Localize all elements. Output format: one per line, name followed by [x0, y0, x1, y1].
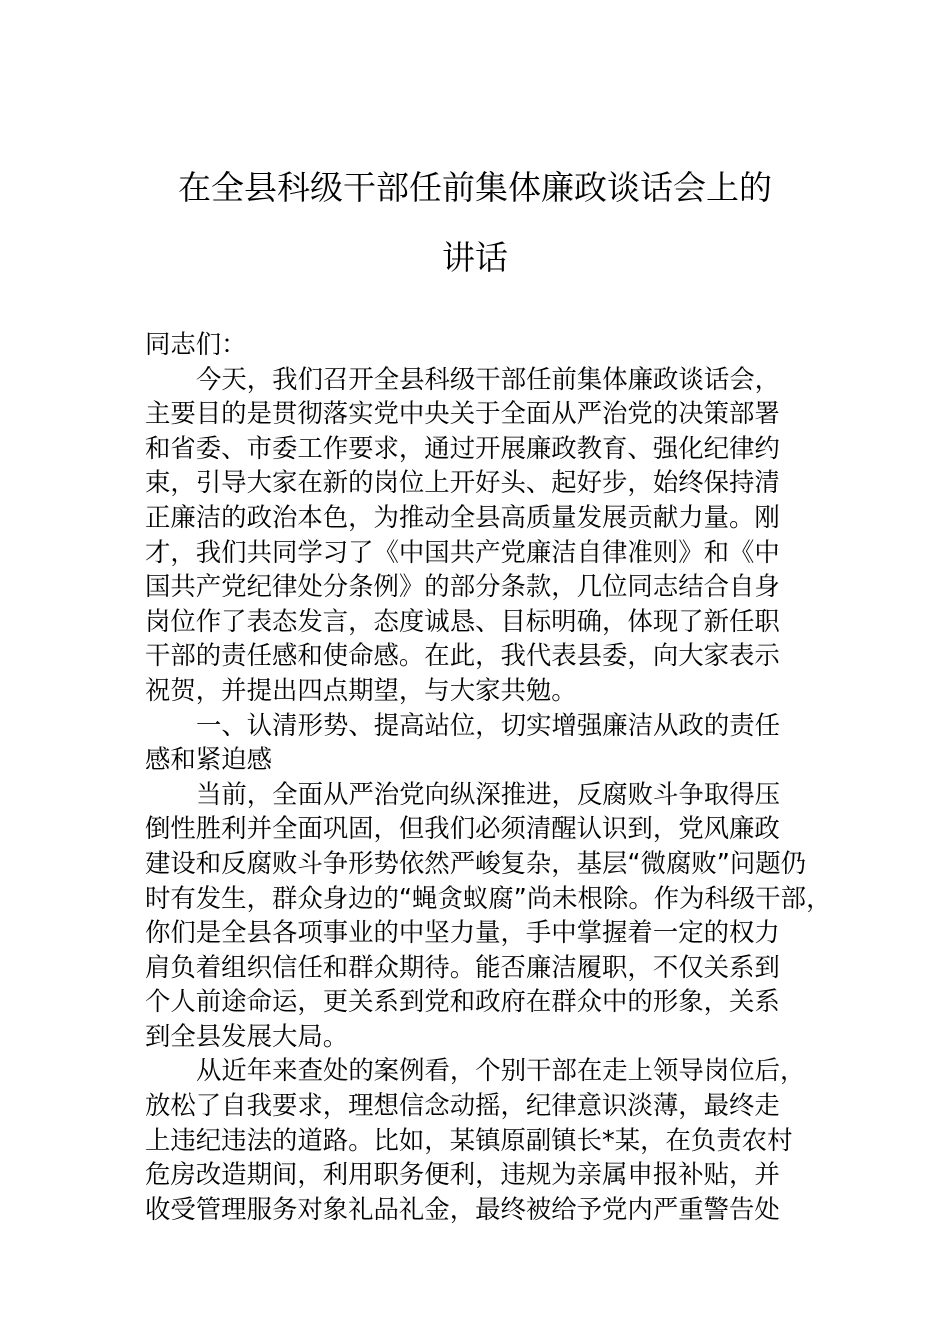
text-line: 和省委、市委工作要求，通过开展廉政教育、强化纪律约 — [145, 432, 780, 463]
text-line: 建设和反腐败斗争形势依然严峻复杂，基层“微腐败”问题仍 — [145, 847, 807, 878]
text-line: 危房改造期间，利用职务便利，违规为亲属申报补贴，并 — [145, 1159, 780, 1190]
text-line: 从近年来查处的案例看，个别干部在走上领导岗位后， — [196, 1055, 806, 1086]
text-line: 岗位作了表态发言，态度诚恳、目标明确，体现了新任职 — [145, 605, 780, 636]
paragraph — [145, 777, 832, 1054]
text-line: 一、认清形势、提高站位，切实增强廉洁从政的责任 — [196, 709, 780, 740]
paragraph — [145, 1053, 825, 1226]
text-line: 才，我们共同学习了《中国共产党廉洁自律准则》和《中 — [145, 536, 780, 567]
text-line: 感和紧迫感 — [145, 744, 272, 775]
text-line: 束，引导大家在新的岗位上开好头、起好步，始终保持清 — [145, 467, 780, 498]
text-line: 放松了自我要求，理想信念动摇，纪律意识淡薄，最终走 — [145, 1090, 780, 1121]
text-line: 上违纪违法的道路。比如，某镇原副镇长*某，在负责农村 — [145, 1124, 793, 1155]
text-line: 收受管理服务对象礼品礼金，最终被给予党内严重警告处 — [145, 1193, 780, 1224]
paragraph — [145, 708, 825, 777]
text-line: 当前，全面从严治党向纵深推进，反腐败斗争取得压 — [196, 778, 780, 809]
text-line: 倒性胜利并全面巩固，但我们必须清醒认识到，党风廉政 — [145, 813, 780, 844]
document-body — [145, 327, 832, 1226]
text-line: 正廉洁的政治本色，为推动全县高质量发展贡献力量。刚 — [145, 501, 780, 532]
text-line: 肩负着组织信任和群众期待。能否廉洁履职，不仅关系到 — [145, 951, 780, 982]
document-title-line-2: 讲话 — [442, 238, 508, 277]
text-line: 干部的责任感和使命感。在此，我代表县委，向大家表示 — [145, 640, 780, 671]
text-line: 祝贺，并提出四点期望，与大家共勉。 — [145, 674, 577, 705]
text-line: 国共产党纪律处分条例》的部分条款，几位同志结合自身 — [145, 571, 780, 602]
text-line: 主要目的是贯彻落实党中央关于全面从严治党的决策部署 — [145, 398, 780, 429]
document-title-line-1: 在全县科级干部任前集体廉政谈话会上的 — [178, 168, 772, 207]
paragraph — [145, 362, 825, 708]
text-line: 个人前途命运，更关系到党和政府在群众中的形象，关系 — [145, 986, 780, 1017]
text-line: 你们是全县各项事业的中坚力量，手中掌握着一定的权力 — [145, 917, 780, 948]
text-line: 今天，我们召开全县科级干部任前集体廉政谈话会， — [196, 363, 780, 394]
text-line: 时有发生，群众身边的“蝇贪蚁腐”尚未根除。作为科级干部， — [145, 882, 832, 913]
text-line: 到全县发展大局。 — [145, 1020, 349, 1051]
paragraph — [145, 327, 825, 362]
text-line: 同志们： — [145, 329, 247, 359]
